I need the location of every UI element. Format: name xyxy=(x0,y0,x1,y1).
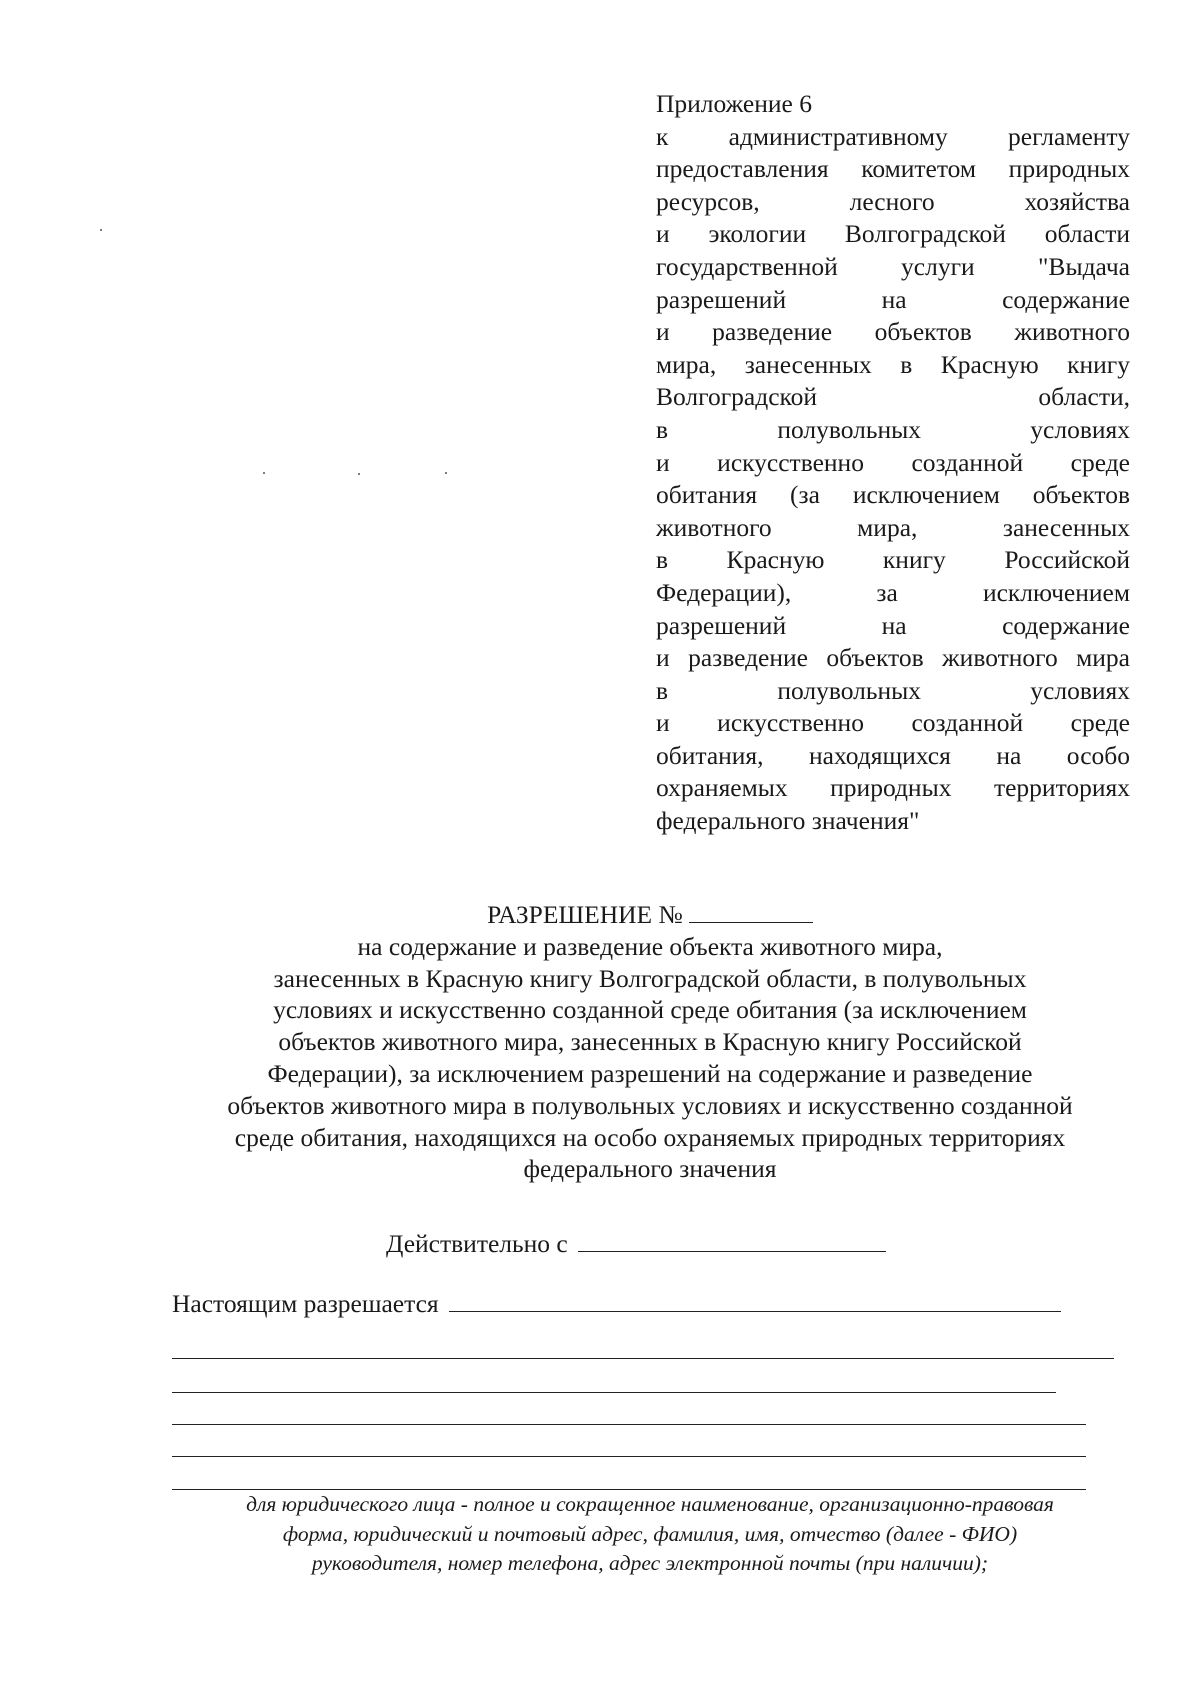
appendix-line: федерального значения" xyxy=(656,806,920,836)
valid-from-field[interactable] xyxy=(578,1229,886,1252)
appendix-title: Приложение 6 xyxy=(656,89,812,118)
appendix-line: ресурсов, лесного хозяйства xyxy=(656,186,1130,216)
subtitle-line: федерального значения xyxy=(523,1154,777,1184)
appendix-block xyxy=(656,88,1130,838)
note-line: руководителя, номер телефона, адрес электронной почты (при наличии); xyxy=(311,1551,989,1575)
field-hint-note xyxy=(150,1490,1150,1579)
appendix-line: разрешений на содержание xyxy=(656,610,1130,640)
appendix-line: и разведение объектов животного мира xyxy=(656,643,1130,673)
subtitle-line: Федерации), за исключением разрешений на содержание и разведение xyxy=(267,1058,1033,1088)
note-line: форма, юридический и почтовый адрес, фамилия, имя, отчество (далее - ФИО) xyxy=(282,1521,1018,1546)
permitted-label: Настоящим разрешается xyxy=(172,1289,439,1318)
appendix-line: к административному регламенту xyxy=(656,121,1130,151)
permitted-row xyxy=(172,1288,1061,1320)
appendix-body xyxy=(656,121,1130,838)
appendix-line: Федерации), за исключением xyxy=(656,577,1130,607)
scan-speck xyxy=(358,473,360,475)
document-title-block xyxy=(150,898,1150,1185)
appendix-line: Волгоградской области, xyxy=(656,382,1130,412)
subtitle-line: на содержание и разведение объекта животного мира, xyxy=(357,931,943,961)
permit-heading: РАЗРЕШЕНИЕ № xyxy=(487,900,683,929)
appendix-line: охраняемых природных территориях xyxy=(656,773,1130,803)
fill-line[interactable] xyxy=(172,1358,1114,1359)
appendix-line: в полувольных условиях xyxy=(656,414,1130,444)
permit-number-field[interactable] xyxy=(689,898,813,923)
valid-from-label: Действительно с xyxy=(386,1229,568,1258)
fill-line[interactable] xyxy=(172,1424,1086,1425)
appendix-line: обитания, находящихся на особо xyxy=(656,740,1130,770)
scan-speck xyxy=(445,472,447,474)
appendix-line: в полувольных условиях xyxy=(656,675,1130,705)
heading-line xyxy=(150,898,1150,931)
appendix-line: разрешений на содержание xyxy=(656,284,1130,314)
appendix-line: государственной услуги "Выдача xyxy=(656,251,1130,281)
appendix-line: в Красную книгу Российской xyxy=(656,545,1130,575)
appendix-line: и разведение объектов животного xyxy=(656,317,1130,347)
subtitle-line: среде обитания, находящихся на особо охраняемых природных территориях xyxy=(234,1122,1066,1152)
appendix-line: и экологии Волгоградской области xyxy=(656,219,1130,249)
appendix-line: мира, занесенных в Красную книгу xyxy=(656,349,1130,379)
fill-line[interactable] xyxy=(172,1456,1086,1457)
subtitle-line: объектов животного мира, занесенных в Красную книгу Российской xyxy=(278,1027,1022,1057)
permitted-field[interactable] xyxy=(449,1289,1061,1312)
valid-from-row xyxy=(386,1228,886,1260)
appendix-line: животного мира, занесенных xyxy=(656,512,1130,542)
note-line: для юридического лица - полное и сокращенное наименование, организационно-правовая xyxy=(246,1492,1054,1516)
appendix-line: и искусственно созданной среде xyxy=(656,447,1130,477)
subtitle-line: занесенных в Красную книгу Волгоградской области, в полувольных xyxy=(273,963,1027,993)
scan-speck xyxy=(263,472,265,474)
fill-line[interactable] xyxy=(172,1392,1056,1393)
subtitle-line: условиях и искусственно созданной среде обитания (за исключением xyxy=(273,995,1027,1025)
appendix-line: предоставления комитетом природных xyxy=(656,154,1130,184)
appendix-line: и искусственно созданной среде xyxy=(656,708,1130,738)
subtitle-line: объектов животного мира в полувольных условиях и искусственно созданной xyxy=(227,1090,1073,1120)
appendix-line: обитания (за исключением объектов xyxy=(656,480,1130,510)
scan-speck xyxy=(100,229,102,231)
